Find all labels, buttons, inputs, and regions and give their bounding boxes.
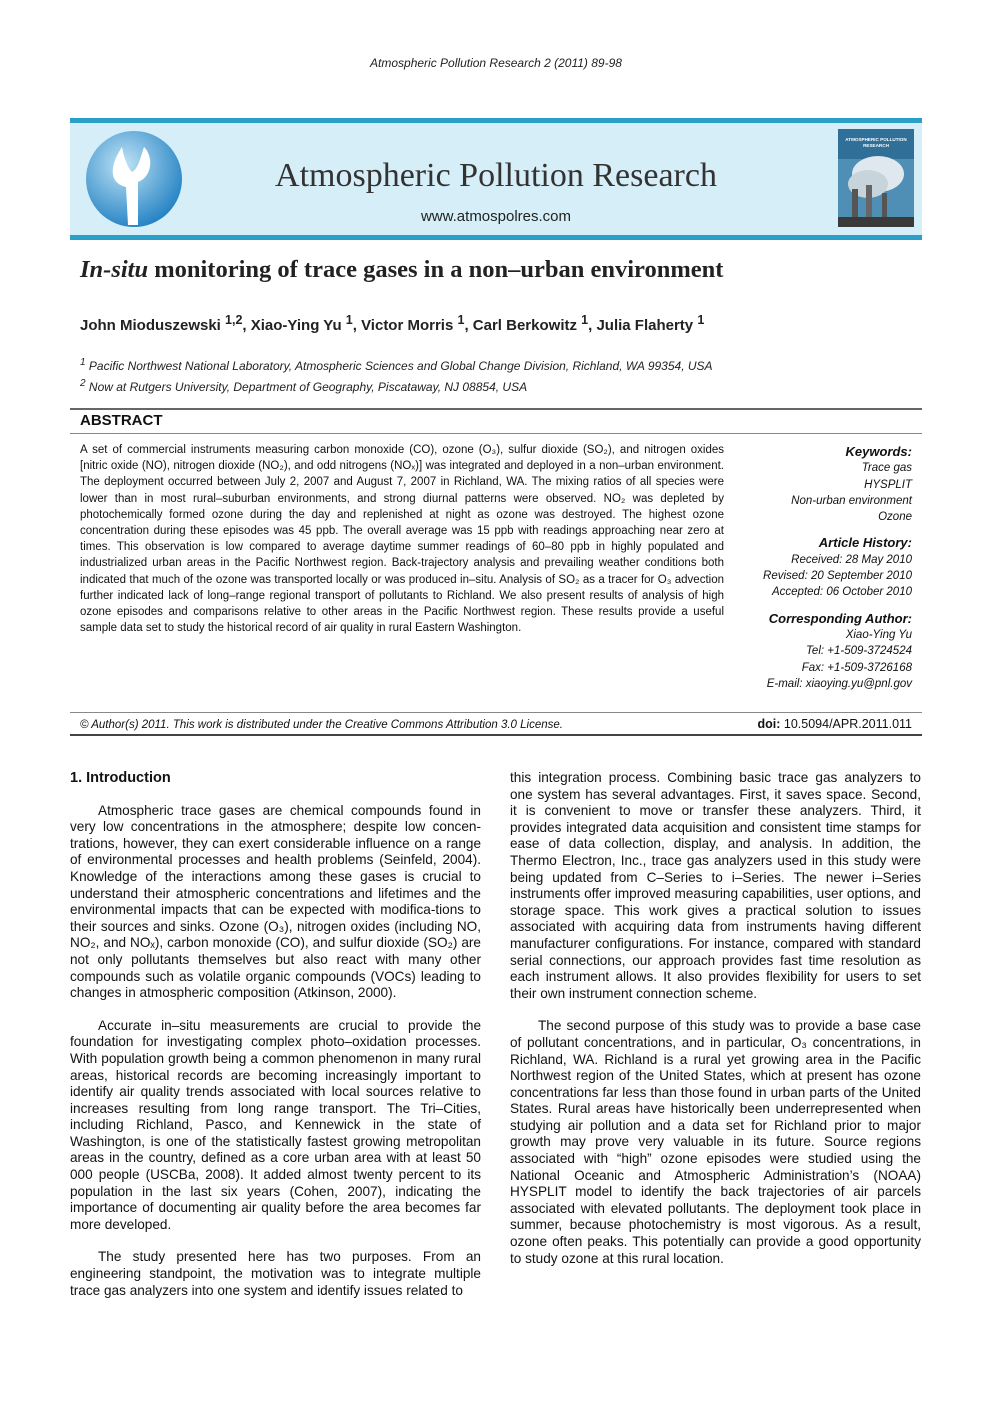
keyword: Non-urban environment	[791, 494, 912, 507]
author-list	[80, 313, 920, 334]
journal-citation: Atmospheric Pollution Research 2 (2011) 89-98	[370, 56, 622, 70]
journal-name: Atmospheric Pollution Research	[275, 157, 717, 194]
abstract-text: A set of commercial instruments measuring carbon monoxide (CO), ozone (O₃), sulfur dioxide (SO₂), and nitrogen oxides [nitric oxide (NO), nitrogen dioxide (NO₂), and odd nitrogens (NOₓ)] was integrated and deployed in a non–urban environment. The deployment occurred between July 2, 2007 and August 7, 2007 in Richland, WA. The mixing ratios of all species were lower than in most rural–suburban environments, and strong diurnal patterns were observed. NO₂ was depleted by photochemically formed ozone during the day and replenished at night as ozone was destroyed. The highest ozone concentration during these episodes was 45 ppb. The overall average was 15 ppb with readings approaching near zero at times. This observation is low compared to average daytime summer readings of 60–80 ppb in highly populated and industrialized urban areas in the Pacific Northwest region. Back-trajectory analysis and prevailing weather conditions both indicated that much of the ozone was transported locally or was produced in–situ. Analysis of SO₂ as a tracer for O₃ advection further indicated lack of long–range regional transport of pollutants to Richland. We also present results of analysis of high ozone episodes and comparisons relative to other areas in the Pacific Northwest region. These results provide a useful sample data set to study the historical record of air quality in rural Eastern Washington.	[80, 444, 724, 635]
abstract-top-rule	[70, 408, 922, 410]
affiliation-line	[80, 354, 920, 375]
author-contact: Xiao-Ying Yu	[845, 628, 912, 641]
keyword: Ozone	[878, 511, 912, 524]
affil-marker: 1	[80, 357, 86, 368]
history-item: Accepted: 06 October 2010	[771, 586, 912, 599]
body-paragraph: The study presented here has two purposes. From an engineering standpoint, the motivation was to integrate multiple trace gas analyzers into one system and identify issues related to	[70, 1249, 481, 1298]
body-paragraph: The second purpose of this study was to provide a base case of pollutant concentrations, and in particular, O₃ concentrations, in Richland, WA. Richland is a rural yet growing area in the Pacific Northwest region of the United States, which at present has ozone concentrations far less than those found in urban parts of the United States. Rural areas have historically been underrepresented when studying air pollution and a data set for Richland prior to major growth may prove very valuable in its future. Source regions associated with “high” ozone episodes were studied using the National Oceanic and Atmospheric Administration’s (NOAA) HYSPLIT model to identify the back trajectories of air parcels associated with elevated pollutants. The deployment took place in summer, because photochemistry is most vigorous. As a result, ozone often peaks. This potentially can provide a good opportunity to study ozone at this rural location.	[510, 1018, 921, 1266]
author-contact: Fax: +1-509-3726168	[801, 661, 912, 674]
license-rule	[70, 712, 922, 713]
author-affil: 1	[457, 313, 465, 327]
svg-text:ATMOSPHERIC POLLUTION: ATMOSPHERIC POLLUTION	[845, 137, 907, 142]
corresponding-author-heading: Corresponding Author:	[768, 610, 912, 626]
affil-text: Pacific Northwest National Laboratory, Atmospheric Sciences and Global Change Division, Richland, WA 99354, USA	[85, 359, 713, 373]
affil-text: Now at Rutgers University, Department of Geography, Piscataway, NJ 08854, USA	[85, 380, 528, 394]
section-heading: 1. Introduction	[70, 770, 171, 786]
author-name: John Mioduszewski	[80, 317, 226, 334]
spacer	[742, 601, 912, 611]
article-title	[80, 256, 920, 284]
author-affil: 1	[697, 313, 705, 327]
body-column-left	[70, 770, 481, 1299]
doi-value[interactable]: 10.5094/APR.2011.011	[780, 717, 912, 731]
body-paragraph: Accurate in–situ measurements are crucial to provide the foundation for investigating complex photo–oxidation processes. With population growth being a common phenomenon in many rural areas, historical records are becoming increasingly important to identify air quality trends associated with local sources relative to increases resulting from long range transport. The Tri–Cities, including Richland, Pasco, and Kennewick in the state of Washington, is one of the statistically fastest growing metropolitan areas in the country, defined as a core urban area with at least 50 000 people (USCBa, 2008). It added almost twenty percent to its population in the last six years (Cohen, 2007), indicating the importance of documenting air quality before the area becomes far more developed.	[70, 1017, 481, 1232]
body-column-right	[510, 770, 921, 1267]
affiliations	[80, 354, 920, 396]
svg-text:RESEARCH: RESEARCH	[863, 143, 889, 148]
history-heading: Article History:	[818, 535, 912, 551]
article-info-sidebar	[742, 444, 912, 692]
keywords-heading: Keywords:	[845, 444, 912, 459]
keyword: HYSPLIT	[864, 478, 912, 491]
journal-url[interactable]: www.atmospolres.com	[420, 208, 572, 225]
history-item: Revised: 20 September 2010	[763, 570, 912, 583]
author-name: , Xiao-Ying Yu	[242, 317, 346, 334]
doi-label: doi:	[757, 717, 781, 731]
body-paragraph: Atmospheric trace gases are chemical compounds found in very low concentrations in the atmosphere; despite low concen-trations, however, they can exert considerable influence on a range of environmental processes and health problems (Seinfeld, 2004). Knowledge of the interactions among these gases is crucial to understand their atmospheric concentrations and lifetimes and the environmental impacts that can be expected with modifica-tions to their sources and sinks. Ozone (O₃), nitrogen oxides (including NO, NO₂, and NOₓ), carbon monoxide (CO), and sulfur dioxide (SO₂) are not only pollutants themselves but also react with many other compounds such as volatile organic compounds (VOCs) leading to changes in atmospheric composition (Atkinson, 2000).	[70, 802, 481, 1001]
author-affil: 1	[581, 313, 589, 327]
author-contact: Tel: +1-509-3724524	[805, 645, 912, 658]
doi[interactable]	[757, 717, 912, 731]
author-name: , Carl Berkowitz	[464, 317, 582, 334]
article-title-text: monitoring of trace gases in a non–urban environment	[148, 256, 724, 283]
author-name: , Victor Morris	[352, 317, 458, 334]
license-notice: © Author(s) 2011. This work is distributed under the Creative Commons Attribution 3.0 License.	[80, 719, 563, 731]
body-paragraph: this integration process. Combining basic trace gas analyzers to one system has several advantages. First, it saves space. Second, it is convenient to move or transfer these analyzers. Third, it provides integrated data acquisition and consistent time stamps for ease of data collection, display, and analysis. In addition, the Thermo Electron, Inc., trace gas analyzers used in this study were being updated from C–Series to i–Series. The newer i–Series instruments offer improved measuring capabilities, user options, and storage space. This work gives a practical solution to issues associated with acquiring data from instruments having different manufacturer configurations. For instance, compared with standard serial connections, our approach provides fast time resolution as each instrument allows. It also provides flexibility for users to set their own instrument connection scheme.	[510, 770, 921, 1001]
affiliation-line	[80, 375, 920, 396]
history-item: Received: 28 May 2010	[791, 553, 912, 566]
journal-banner	[70, 118, 922, 240]
author-affil: 1,2	[225, 313, 243, 327]
article-title-italic: In-situ	[80, 256, 149, 283]
journal-cover-image	[838, 129, 914, 227]
author-name: , Julia Flaherty	[588, 317, 698, 334]
keyword: Trace gas	[861, 462, 912, 475]
abstract-bottom-rule	[70, 734, 922, 736]
author-affil: 1	[345, 313, 353, 327]
abstract-heading-rule	[70, 433, 922, 434]
author-email-link[interactable]: E-mail: xiaoying.yu@pnl.gov	[766, 677, 912, 690]
spacer	[742, 525, 912, 535]
abstract-heading: ABSTRACT	[80, 412, 163, 429]
affil-marker: 2	[80, 378, 86, 389]
